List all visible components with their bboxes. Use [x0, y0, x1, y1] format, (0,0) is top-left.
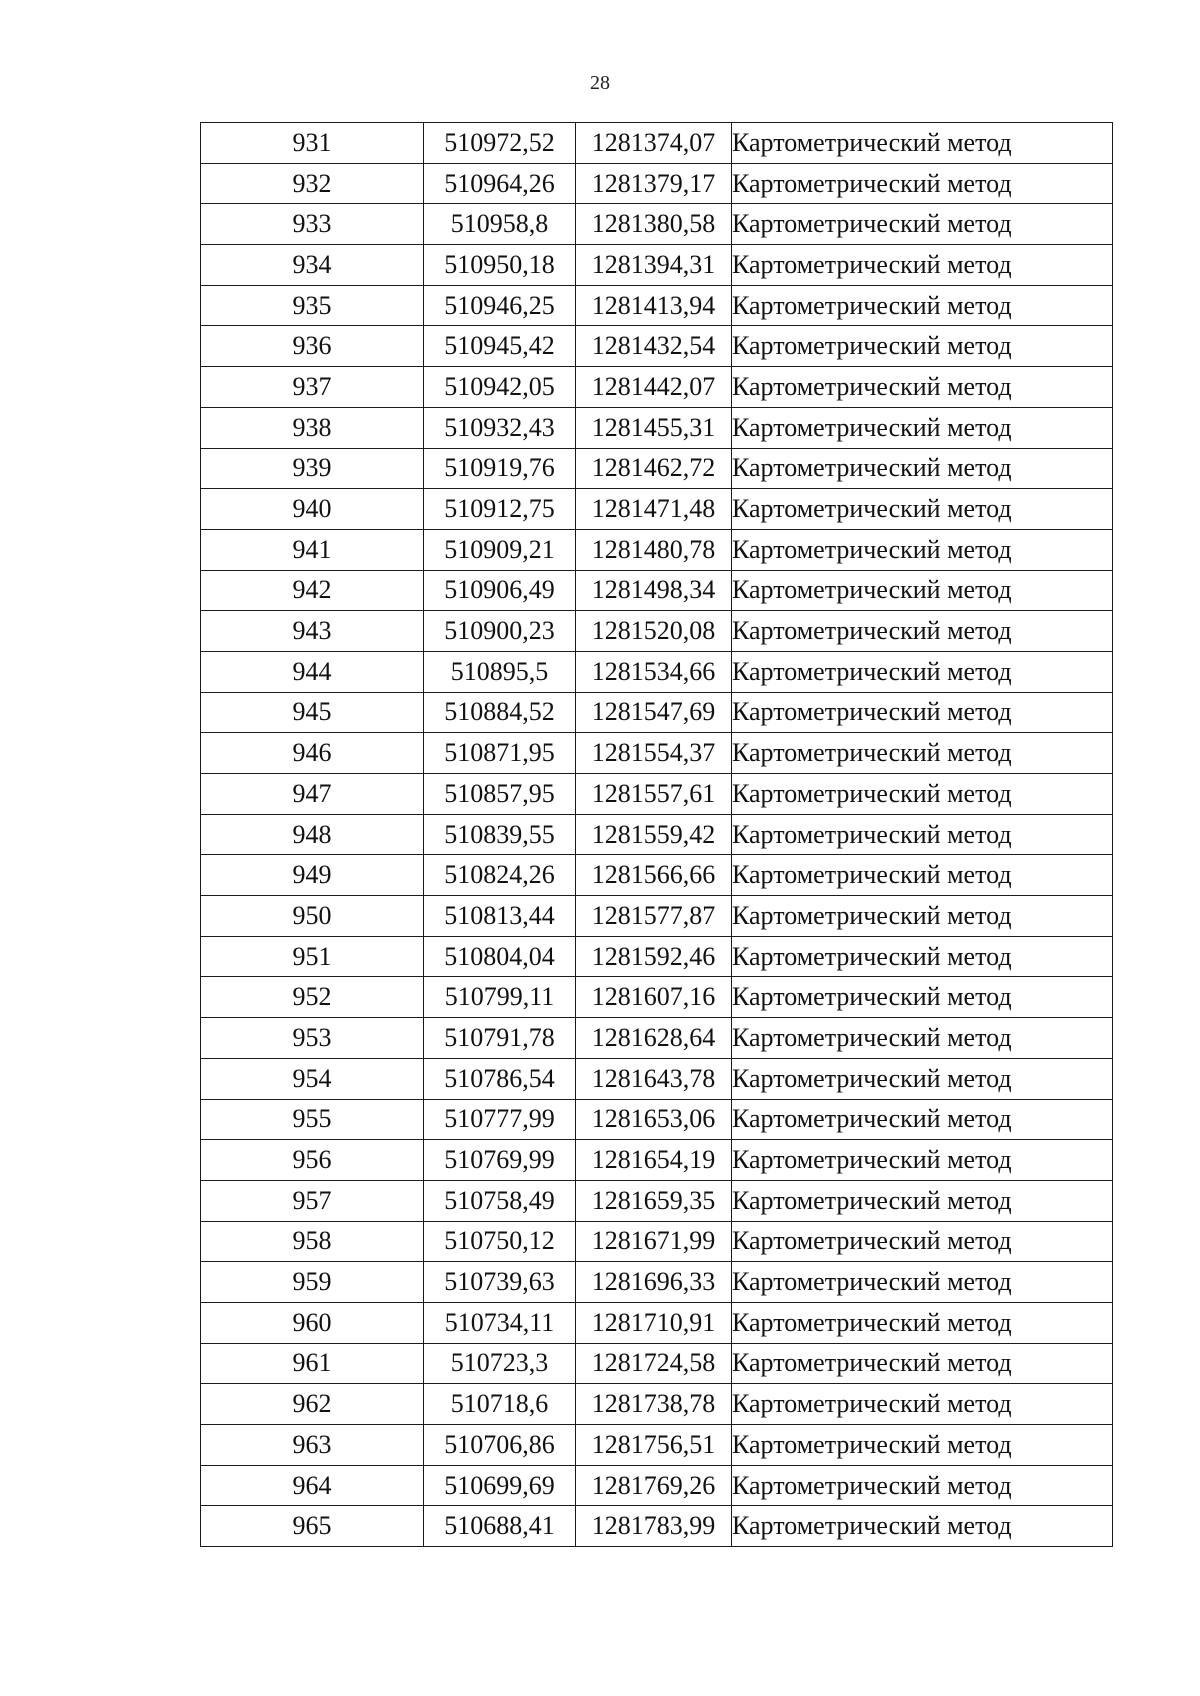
table-row: [201, 1180, 1113, 1221]
point-number-cell: 958: [201, 1221, 424, 1262]
table-row: [201, 570, 1113, 611]
point-number-cell: 943: [201, 611, 424, 652]
table-row: [201, 1384, 1113, 1425]
y-coordinate-cell: 1281432,54: [576, 326, 732, 367]
method-cell: Картометрический метод: [732, 1099, 1113, 1140]
x-coordinate-cell: 510769,99: [424, 1140, 576, 1181]
point-number-cell: 964: [201, 1465, 424, 1506]
x-coordinate-cell: 510964,26: [424, 163, 576, 204]
x-coordinate-cell: 510906,49: [424, 570, 576, 611]
method-cell: Картометрический метод: [732, 977, 1113, 1018]
point-number-cell: 939: [201, 448, 424, 489]
table-row: [201, 774, 1113, 815]
method-cell: Картометрический метод: [732, 692, 1113, 733]
y-coordinate-cell: 1281769,26: [576, 1465, 732, 1506]
y-coordinate-cell: 1281534,66: [576, 651, 732, 692]
method-cell: Картометрический метод: [732, 1384, 1113, 1425]
method-cell: Картометрический метод: [732, 1221, 1113, 1262]
method-cell: Картометрический метод: [732, 651, 1113, 692]
method-cell: Картометрический метод: [732, 733, 1113, 774]
x-coordinate-cell: 510932,43: [424, 407, 576, 448]
table-row: [201, 489, 1113, 530]
table-row: [201, 1099, 1113, 1140]
point-number-cell: 955: [201, 1099, 424, 1140]
y-coordinate-cell: 1281643,78: [576, 1058, 732, 1099]
x-coordinate-cell: 510824,26: [424, 855, 576, 896]
table-row: [201, 529, 1113, 570]
x-coordinate-cell: 510777,99: [424, 1099, 576, 1140]
point-number-cell: 954: [201, 1058, 424, 1099]
x-coordinate-cell: 510739,63: [424, 1262, 576, 1303]
page-number: 28: [590, 72, 610, 94]
table-row: [201, 936, 1113, 977]
table-row: [201, 245, 1113, 286]
y-coordinate-cell: 1281654,19: [576, 1140, 732, 1181]
point-number-cell: 957: [201, 1180, 424, 1221]
table-row: [201, 1058, 1113, 1099]
x-coordinate-cell: 510723,3: [424, 1343, 576, 1384]
method-cell: Картометрический метод: [732, 1343, 1113, 1384]
x-coordinate-cell: 510871,95: [424, 733, 576, 774]
table-row: [201, 1425, 1113, 1466]
x-coordinate-cell: 510912,75: [424, 489, 576, 530]
table-row: [201, 1140, 1113, 1181]
table-row: [201, 896, 1113, 937]
y-coordinate-cell: 1281462,72: [576, 448, 732, 489]
x-coordinate-cell: 510804,04: [424, 936, 576, 977]
method-cell: Картометрический метод: [732, 1180, 1113, 1221]
y-coordinate-cell: 1281756,51: [576, 1425, 732, 1466]
point-number-cell: 931: [201, 123, 424, 164]
method-cell: Картометрический метод: [732, 855, 1113, 896]
y-coordinate-cell: 1281374,07: [576, 123, 732, 164]
y-coordinate-cell: 1281557,61: [576, 774, 732, 815]
y-coordinate-cell: 1281394,31: [576, 245, 732, 286]
point-number-cell: 963: [201, 1425, 424, 1466]
x-coordinate-cell: 510895,5: [424, 651, 576, 692]
method-cell: Картометрический метод: [732, 489, 1113, 530]
point-number-cell: 945: [201, 692, 424, 733]
y-coordinate-cell: 1281554,37: [576, 733, 732, 774]
point-number-cell: 932: [201, 163, 424, 204]
table-row: [201, 326, 1113, 367]
y-coordinate-cell: 1281498,34: [576, 570, 732, 611]
table-row: [201, 1018, 1113, 1059]
x-coordinate-cell: 510958,8: [424, 204, 576, 245]
method-cell: Картометрический метод: [732, 1058, 1113, 1099]
y-coordinate-cell: 1281710,91: [576, 1302, 732, 1343]
table-row: [201, 367, 1113, 408]
point-number-cell: 947: [201, 774, 424, 815]
table-row: [201, 285, 1113, 326]
point-number-cell: 935: [201, 285, 424, 326]
y-coordinate-cell: 1281442,07: [576, 367, 732, 408]
table-row: [201, 1465, 1113, 1506]
point-number-cell: 949: [201, 855, 424, 896]
table-row: [201, 1302, 1113, 1343]
table-row: [201, 1221, 1113, 1262]
x-coordinate-cell: 510706,86: [424, 1425, 576, 1466]
point-number-cell: 950: [201, 896, 424, 937]
table-row: [201, 611, 1113, 652]
y-coordinate-cell: 1281659,35: [576, 1180, 732, 1221]
method-cell: Картометрический метод: [732, 407, 1113, 448]
method-cell: Картометрический метод: [732, 611, 1113, 652]
x-coordinate-cell: 510884,52: [424, 692, 576, 733]
x-coordinate-cell: 510786,54: [424, 1058, 576, 1099]
method-cell: Картометрический метод: [732, 774, 1113, 815]
point-number-cell: 956: [201, 1140, 424, 1181]
point-number-cell: 946: [201, 733, 424, 774]
table-row: [201, 448, 1113, 489]
point-number-cell: 965: [201, 1506, 424, 1547]
x-coordinate-cell: 510950,18: [424, 245, 576, 286]
point-number-cell: 934: [201, 245, 424, 286]
method-cell: Картометрический метод: [732, 163, 1113, 204]
point-number-cell: 936: [201, 326, 424, 367]
table-row: [201, 1262, 1113, 1303]
x-coordinate-cell: 510750,12: [424, 1221, 576, 1262]
table-row: [201, 651, 1113, 692]
table-row: [201, 733, 1113, 774]
y-coordinate-cell: 1281380,58: [576, 204, 732, 245]
point-number-cell: 948: [201, 814, 424, 855]
table-row: [201, 1506, 1113, 1547]
point-number-cell: 961: [201, 1343, 424, 1384]
y-coordinate-cell: 1281592,46: [576, 936, 732, 977]
method-cell: Картометрический метод: [732, 570, 1113, 611]
y-coordinate-cell: 1281566,66: [576, 855, 732, 896]
x-coordinate-cell: 510900,23: [424, 611, 576, 652]
x-coordinate-cell: 510946,25: [424, 285, 576, 326]
table-row: [201, 855, 1113, 896]
coordinates-table: [200, 122, 1113, 1547]
point-number-cell: 937: [201, 367, 424, 408]
table-row: [201, 1343, 1113, 1384]
point-number-cell: 933: [201, 204, 424, 245]
table-row: [201, 814, 1113, 855]
point-number-cell: 944: [201, 651, 424, 692]
coordinates-table-body: [201, 123, 1113, 1547]
method-cell: Картометрический метод: [732, 1465, 1113, 1506]
y-coordinate-cell: 1281547,69: [576, 692, 732, 733]
table-row: [201, 204, 1113, 245]
method-cell: Картометрический метод: [732, 204, 1113, 245]
method-cell: Картометрический метод: [732, 245, 1113, 286]
x-coordinate-cell: 510839,55: [424, 814, 576, 855]
method-cell: Картометрический метод: [732, 896, 1113, 937]
x-coordinate-cell: 510718,6: [424, 1384, 576, 1425]
x-coordinate-cell: 510734,11: [424, 1302, 576, 1343]
point-number-cell: 938: [201, 407, 424, 448]
table-row: [201, 692, 1113, 733]
y-coordinate-cell: 1281577,87: [576, 896, 732, 937]
method-cell: Картометрический метод: [732, 285, 1113, 326]
method-cell: Картометрический метод: [732, 1018, 1113, 1059]
y-coordinate-cell: 1281559,42: [576, 814, 732, 855]
method-cell: Картометрический метод: [732, 1506, 1113, 1547]
y-coordinate-cell: 1281455,31: [576, 407, 732, 448]
method-cell: Картометрический метод: [732, 367, 1113, 408]
y-coordinate-cell: 1281783,99: [576, 1506, 732, 1547]
x-coordinate-cell: 510688,41: [424, 1506, 576, 1547]
point-number-cell: 953: [201, 1018, 424, 1059]
method-cell: Картометрический метод: [732, 1262, 1113, 1303]
point-number-cell: 951: [201, 936, 424, 977]
x-coordinate-cell: 510758,49: [424, 1180, 576, 1221]
method-cell: Картометрический метод: [732, 123, 1113, 164]
x-coordinate-cell: 510791,78: [424, 1018, 576, 1059]
method-cell: Картометрический метод: [732, 936, 1113, 977]
y-coordinate-cell: 1281628,64: [576, 1018, 732, 1059]
point-number-cell: 959: [201, 1262, 424, 1303]
y-coordinate-cell: 1281653,06: [576, 1099, 732, 1140]
method-cell: Картометрический метод: [732, 529, 1113, 570]
x-coordinate-cell: 510813,44: [424, 896, 576, 937]
table-row: [201, 163, 1113, 204]
x-coordinate-cell: 510942,05: [424, 367, 576, 408]
table-row: [201, 977, 1113, 1018]
table-row: [201, 123, 1113, 164]
y-coordinate-cell: 1281724,58: [576, 1343, 732, 1384]
y-coordinate-cell: 1281520,08: [576, 611, 732, 652]
y-coordinate-cell: 1281696,33: [576, 1262, 732, 1303]
point-number-cell: 942: [201, 570, 424, 611]
y-coordinate-cell: 1281379,17: [576, 163, 732, 204]
x-coordinate-cell: 510699,69: [424, 1465, 576, 1506]
y-coordinate-cell: 1281738,78: [576, 1384, 732, 1425]
x-coordinate-cell: 510799,11: [424, 977, 576, 1018]
point-number-cell: 962: [201, 1384, 424, 1425]
method-cell: Картометрический метод: [732, 448, 1113, 489]
method-cell: Картометрический метод: [732, 1425, 1113, 1466]
point-number-cell: 960: [201, 1302, 424, 1343]
method-cell: Картометрический метод: [732, 326, 1113, 367]
y-coordinate-cell: 1281471,48: [576, 489, 732, 530]
x-coordinate-cell: 510945,42: [424, 326, 576, 367]
y-coordinate-cell: 1281607,16: [576, 977, 732, 1018]
y-coordinate-cell: 1281671,99: [576, 1221, 732, 1262]
x-coordinate-cell: 510919,76: [424, 448, 576, 489]
y-coordinate-cell: 1281480,78: [576, 529, 732, 570]
method-cell: Картометрический метод: [732, 1302, 1113, 1343]
point-number-cell: 941: [201, 529, 424, 570]
y-coordinate-cell: 1281413,94: [576, 285, 732, 326]
x-coordinate-cell: 510857,95: [424, 774, 576, 815]
table-row: [201, 407, 1113, 448]
method-cell: Картометрический метод: [732, 1140, 1113, 1181]
method-cell: Картометрический метод: [732, 814, 1113, 855]
x-coordinate-cell: 510972,52: [424, 123, 576, 164]
point-number-cell: 952: [201, 977, 424, 1018]
point-number-cell: 940: [201, 489, 424, 530]
x-coordinate-cell: 510909,21: [424, 529, 576, 570]
